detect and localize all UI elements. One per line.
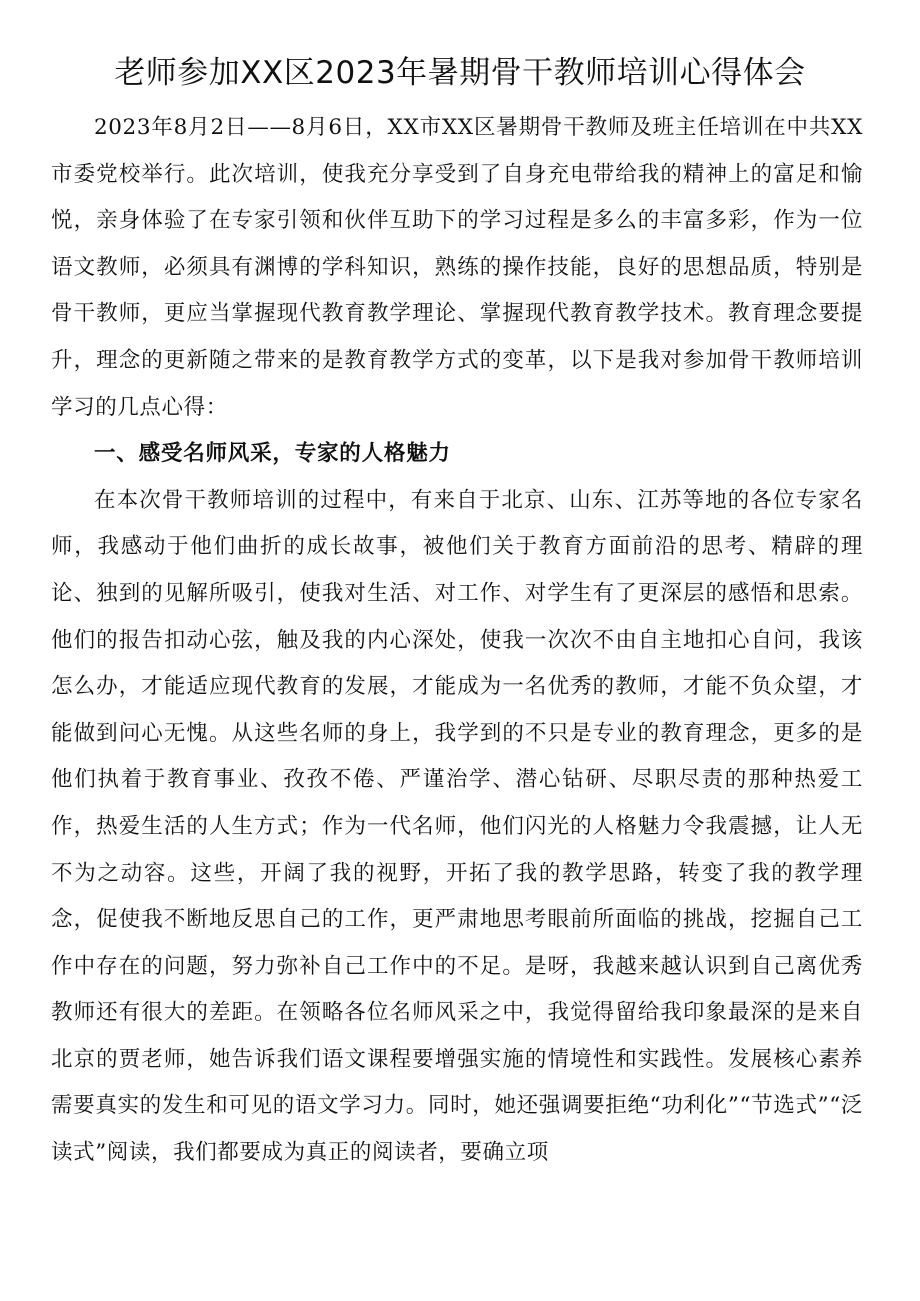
section-heading: 一、感受名师风采，专家的人格魅力 <box>94 441 451 467</box>
section-paragraph: 在本次骨干教师培训的过程中，有来自于北京、山东、江苏等地的各位专家名师，我感动于他们曲折的成长故事，被他们关于教育方面前沿的思考、精辟的理论、独到的见解所吸引，使我对生活、对工作、对学生有了更深层的感悟和思索。他们的报告扣动心弦，触及我的内心深处，使我一次次不由自主地扣心自问，我该怎么办，才能适应现代教育的发展，才能成为一名优秀的教师，才能不负众望，才能做到问心无愧。从这些名师的身上，我学到的不只是专业的教育理念，更多的是他们执着于教育事业、孜孜不倦、严谨治学、潜心钻研、尽职尽责的那种热爱工作，热爱生活的人生方式；作为一代名师，他们闪光的人格魅力令我震撼，让人无不为之动容。这些，开阔了我的视野，开拓了我的教学思路，转变了我的教学理念，促使我不断地反思自己的工作，更严肃地思考眼前所面临的挑战，挖掘自己工作中存在的问题，努力弥补自己工作中的不足。是呀，我越来越认识到自己离优秀教师还有很大的差距。在领略各位名师风采之中，我觉得留给我印象最深的是来自北京的贾老师，她告诉我们语文课程要增强实施的情境性和实践性。发展核心素养需要真实的发生和可见的语文学习力。同时，她还强调要拒绝“功利化”“节选式”“泛读式”阅读，我们都要成为真正的阅读者，要确立项 <box>51 487 863 1166</box>
document-title: 老师参加XX区2023年暑期骨干教师培训心得体会 <box>114 55 806 91</box>
intro-paragraph: 2023年8月2日——8月6日，XX市XX区暑期骨干教师及班主任培训在中共XX市委党校举行。此次培训，使我充分享受到了自身充电带给我的精神上的富足和愉悦，亲身体验了在专家引领和伙伴互助下的学习过程是多么的丰富多彩，作为一位语文教师，必须具有渊博的学科知识，熟练的操作技能，良好的思想品质，特别是骨干教师，更应当掌握现代教育教学理论、掌握现代教育教学技术。教育理念要提升，理念的更新随之带来的是教育教学方式的变革，以下是我对参加骨干教师培训学习的几点心得： <box>51 115 863 420</box>
document-body <box>51 105 863 1177</box>
